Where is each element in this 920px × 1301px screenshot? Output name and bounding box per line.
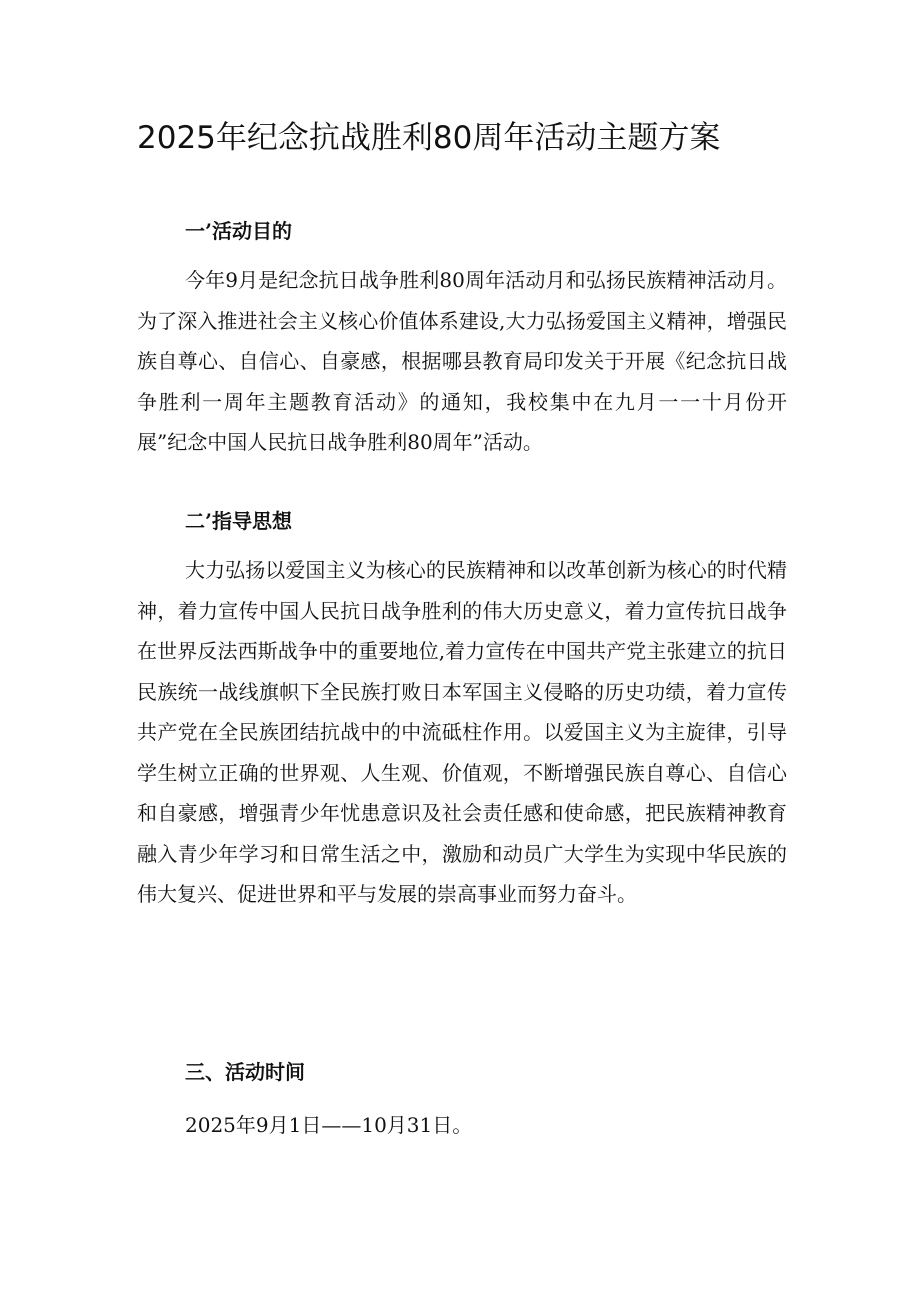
section-body-guiding-ideology: 大力弘扬以爱国主义为核心的民族精神和以改革创新为核心的时代精神，着力宣传中国人民抗日战争胜利的伟大历史意义，着力宣传抗日战争在世界反法西斯战争中的重要地位,着力宣传在中国共产党主张建立的抗日民族统一战线旗帜下全民族打败日本军国主义侵略的历史功绩，着力宣传共产党在全民族团结抗战中的中流砥柱作用。以爱国主义为主旋律，引导学生树立正确的世界观、人生观、价值观，不断增强民族自尊心、自信心和自豪感，增强青少年忧患意识及社会责任感和使命感，把民族精神教育融入青少年学习和日常生活之中，激励和动员广大学生为实现中华民族的伟大复兴、促进世界和平与发展的崇高事业而努力奋斗。: [137, 558, 787, 906]
section-body-purpose: 今年9月是纪念抗日战争胜利80周年活动月和弘扬民族精神活动月。为了深入推进社会主义核心价值体系建设,大力弘扬爱国主义精神，增强民族自尊心、自信心、自豪感，根据哪县教育局印发关于开展《纪念抗日战争胜利一周年主题教育活动》的通知，我校集中在九月一一十月份开展”纪念中国人民抗日战争胜利80周年”活动。: [137, 268, 787, 454]
document-title: 2025年纪念抗战胜利80周年活动主题方案: [137, 120, 721, 156]
section-heading-activity-time: 三、活动时间: [185, 1060, 305, 1084]
section-body-activity-time: 2025年9月1日——10月31日。: [185, 1113, 473, 1137]
section-heading-purpose: 一’活动目的: [185, 219, 292, 243]
section-heading-guiding-ideology: 二’指导思想: [185, 509, 292, 533]
